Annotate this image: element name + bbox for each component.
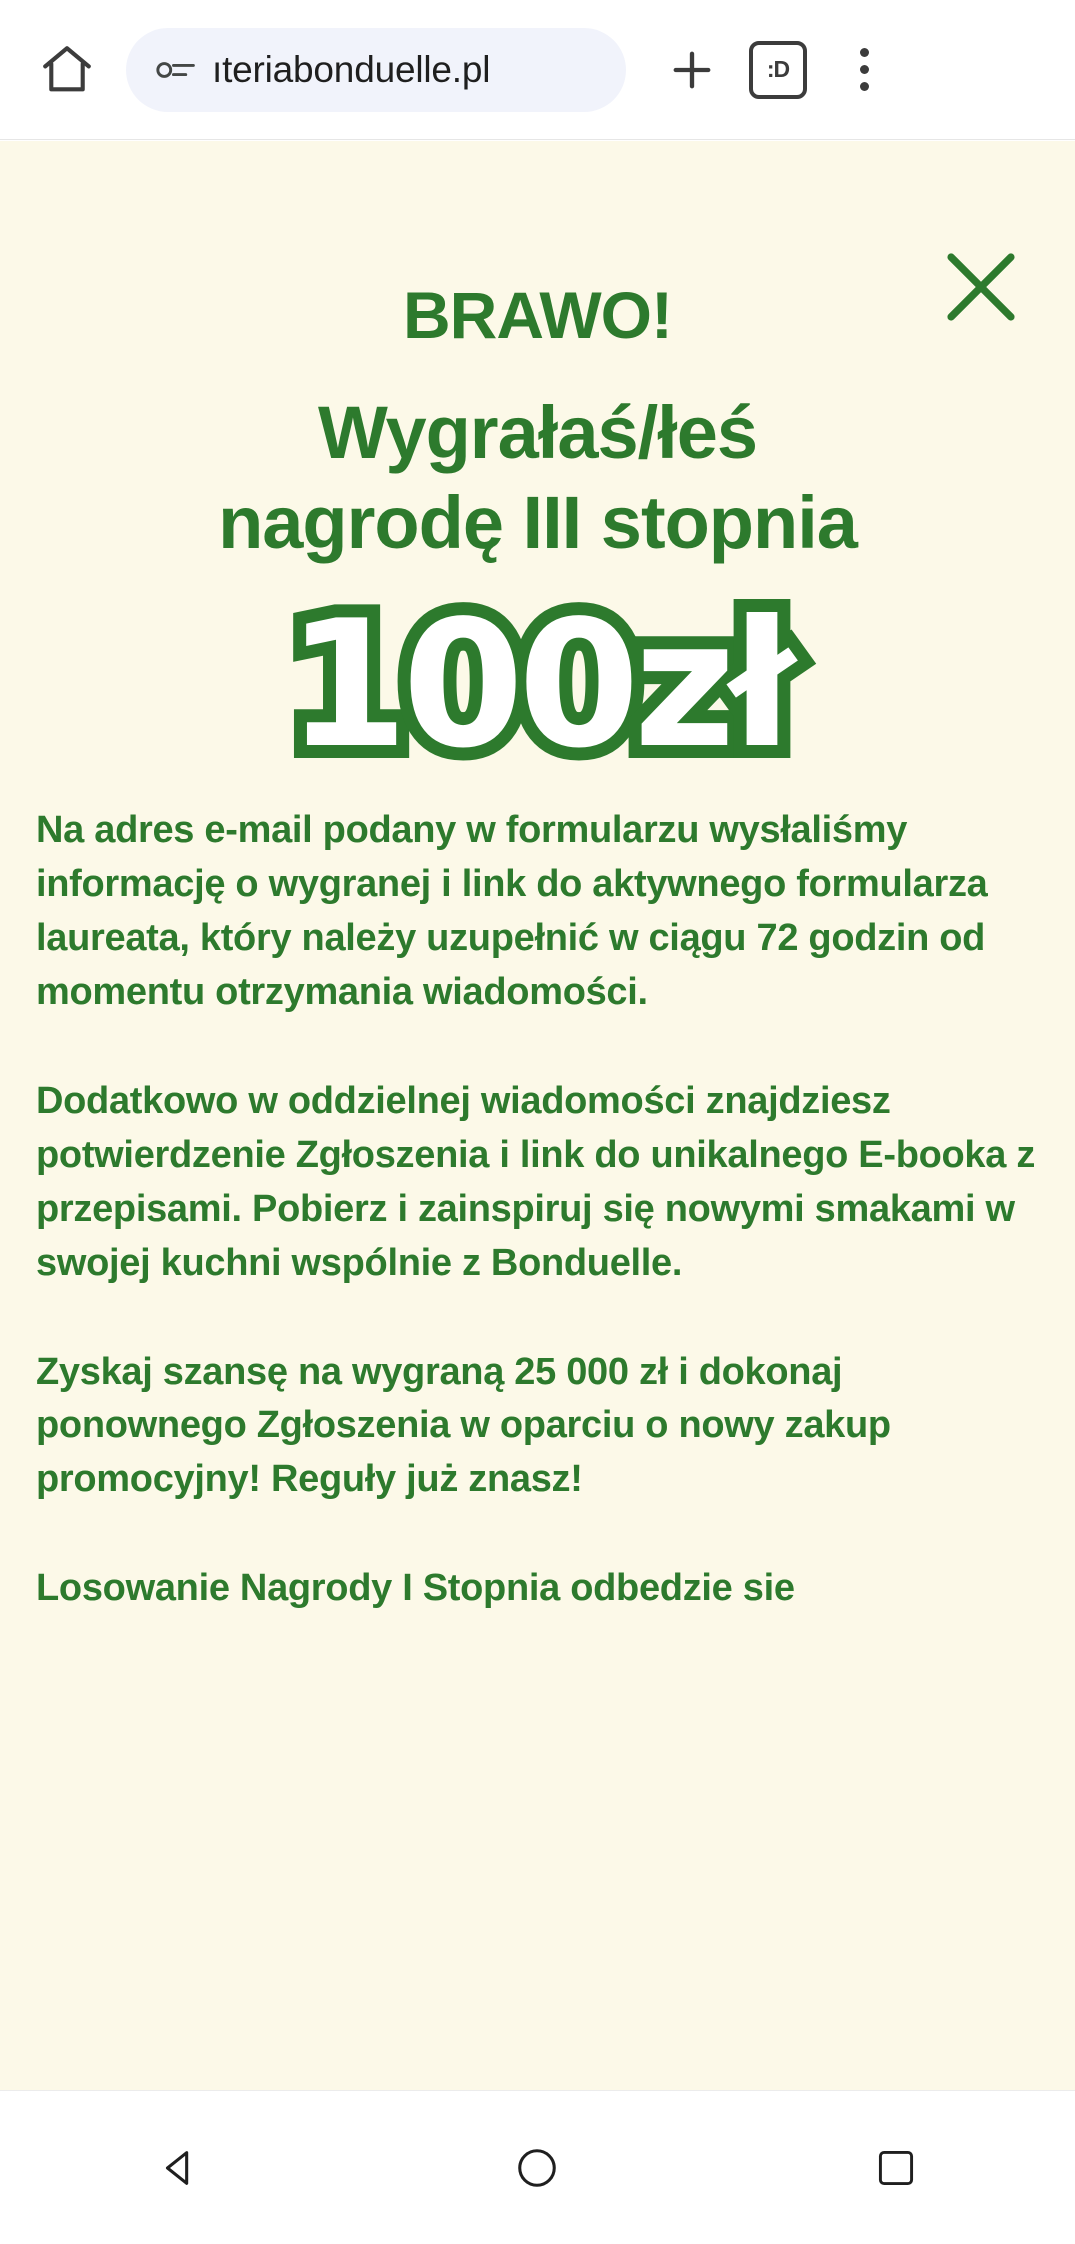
promo-paragraph-4: Losowanie Nagrody I Stopnia odbedzie sie	[36, 1567, 795, 1609]
prize-amount-container	[32, 584, 1043, 788]
nav-recents-button[interactable]	[836, 2108, 956, 2228]
recents-square-icon	[874, 2146, 918, 2190]
close-button[interactable]	[935, 241, 1027, 333]
prize-amount: 100zł	[286, 584, 789, 788]
nav-home-button[interactable]	[477, 2108, 597, 2228]
tab-count-label: :D	[749, 41, 807, 99]
promo-paragraph-3: Zyskaj szansę na wygraną 25 000 zł i dokonaj ponownego Zgłoszenia w oparciu o nowy zakup promocyjny! Reguły już znasz!	[36, 1350, 891, 1501]
back-triangle-icon	[156, 2145, 202, 2191]
address-bar[interactable]	[126, 28, 626, 112]
three-dot-menu-icon	[860, 42, 869, 98]
home-circle-icon	[514, 2145, 560, 2191]
promo-paragraph-1: Na adres e-mail podany w formularzu wysłaliśmy informację o wygranej i link do aktywnego formularza laureata, który należy uzupełnić w ciągu 72 godzin od momentu otrzymania wiadomości.	[36, 808, 988, 1013]
nav-back-button[interactable]	[119, 2108, 239, 2228]
plus-icon	[666, 44, 718, 96]
home-icon	[38, 41, 96, 99]
browser-toolbar	[0, 0, 1075, 140]
promo-headline-primary: BRAWO!	[403, 278, 672, 352]
site-permissions-icon[interactable]	[152, 53, 198, 87]
new-tab-button[interactable]	[654, 32, 730, 108]
promo-paragraph-2: Dodatkowo w oddzielnej wiadomości znajdziesz potwierdzenie Zgłoszenia i link do unikalnego E-booka z przepisami. Pobierz i zainspiruj się nowymi smakami w swojej kuchni wspólnie z Bonduelle.	[36, 1079, 1036, 1284]
promo-headline-tertiary: nagrodę III stopnia	[218, 480, 857, 564]
url-text: ıteriabonduelle.pl	[212, 48, 491, 90]
web-page-content	[0, 141, 1075, 2091]
android-navigation-bar	[0, 2090, 1075, 2244]
browser-menu-button[interactable]	[826, 32, 902, 108]
tab-switcher-button[interactable]	[740, 32, 816, 108]
home-button[interactable]	[30, 33, 104, 107]
promo-headline-secondary: Wygrałaś/łeś	[317, 390, 758, 474]
promo-modal	[0, 141, 1075, 1608]
close-icon	[935, 241, 1027, 333]
